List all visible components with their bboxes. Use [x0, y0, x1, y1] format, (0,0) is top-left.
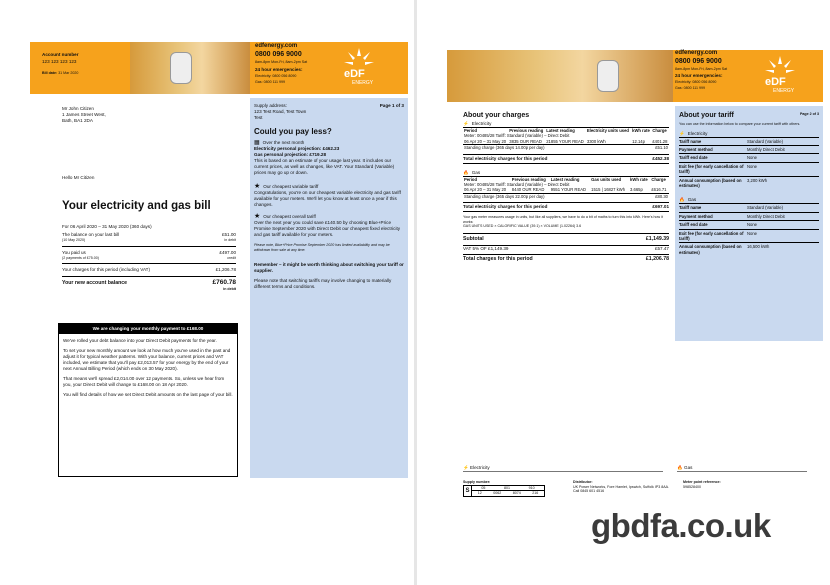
column-header: Latest reading — [550, 176, 580, 182]
brand-website: edfenergy.com — [255, 43, 298, 49]
supply-town: Test — [254, 115, 263, 120]
payment-notice — [58, 323, 238, 477]
tariff-row — [679, 162, 819, 176]
side-content — [254, 103, 404, 290]
tariff-gas-label: Gas — [687, 197, 697, 203]
pay-less-title: Could you pay less? — [254, 127, 332, 136]
customer-address — [62, 106, 106, 124]
flame-icon: 🔥 — [463, 169, 469, 175]
cell: 06 Apr 20 – 31 May 20 — [464, 138, 507, 144]
notice-paragraph: To set your new monthly amount we look at how much you've used in the past and adjust it for typical weather patterns. With your balance, current prices and VAT included, we estimate that you'll pay £2,013.57 for your energy by the end of your next Annual Billing Period (which ends on 30 May 2020). — [63, 348, 231, 371]
cheapest-overall-title: Our cheapest overall tariff — [263, 214, 316, 219]
logo-text: eDF — [765, 76, 786, 88]
footer-gas: Gas — [684, 465, 693, 470]
tariff-key: Tariff end date — [679, 222, 708, 228]
balance-summary — [62, 224, 236, 292]
logo-text: eDF — [344, 68, 365, 80]
supply-digit: 0062 — [493, 491, 502, 496]
gas-formula: GAS UNITS USED × CALORIFIC VALUE (39.1) × VOLUME (1.02264) 3.6 — [463, 224, 582, 229]
cell: 3300 kWh — [586, 138, 606, 144]
footer-electricity: Electricity — [470, 465, 490, 470]
standing-amount: £80.30 — [655, 193, 668, 199]
projection-text: This is based on an estimate of your usage last year. It includes our current prices, as well as changes, like VAT. Your Standard (Variable) prices may go up or down. — [254, 158, 395, 175]
column-header: Previous reading — [511, 176, 546, 182]
projection-electricity: Electricity personal projection: £462.23 — [254, 146, 340, 151]
tariff-key: Tariff end date — [679, 155, 708, 161]
tariff-row — [679, 145, 819, 153]
tariff-key: Annual consumption (based on estimates) — [679, 177, 742, 189]
emergency-gas: Gas: 0800 111 999 — [675, 86, 706, 90]
emergency-label: 24 hour emergencies: — [255, 67, 303, 72]
paid-note: credit — [227, 255, 236, 260]
notice-paragraph: That means we'll spread £2,014.00 over 12 payments. So, unless we hear from you, your Direct Debit will change to £168.00 on 18 Apr 2020. — [63, 376, 225, 387]
standing-charge: Standing charge (365 days 22.00p per day) — [464, 193, 545, 199]
paid-label: You paid us — [62, 249, 86, 255]
table-row — [463, 187, 669, 193]
bill-page-2 — [417, 0, 830, 585]
edf-logo — [761, 54, 799, 96]
cheapest-overall-text: Over the next year you could save £140.50 by choosing Blue+Price Promise September 2020 with Direct Debit our cheapest fixed electricity and gas tariff available for your meters. — [254, 220, 401, 237]
balance-note: in debit — [223, 286, 236, 291]
brand-phone: 0800 096 9000 — [255, 51, 302, 58]
cheapest-variable-text: Congratulations, you're on our cheapest variable electricity and gas tariff available for your meters. We'll let you know at least once a year if this changes. — [254, 190, 401, 207]
supply-digit: 216 — [532, 491, 539, 496]
tariff-row — [679, 212, 819, 220]
address-line: 1 James Street West, — [62, 112, 106, 117]
gas-total-label: Total electricity charges for this period — [463, 204, 548, 210]
charges-amount: £1,206.78 — [215, 267, 236, 273]
meter-info: Meter: 00485/28 Tariff: Standard (Variable) – Direct Debit — [464, 133, 570, 139]
star-icon: ★ — [254, 213, 261, 220]
standing-charge: Standing charge (365 days 14.00p per day) — [464, 145, 545, 151]
bill-page-1 — [0, 0, 414, 585]
cell: 9551 YOUR READ — [550, 187, 587, 193]
cell: £616.71 — [651, 187, 667, 193]
subtotal: £1,149.39 — [645, 236, 669, 243]
column-header: Electricity units used — [586, 128, 629, 133]
cell: 12.14p — [632, 138, 645, 144]
logo-sub: ENERGY — [773, 88, 795, 94]
notice-paragraph: We've rolled your debt balance into your Direct Debit payments for the year. — [63, 338, 217, 343]
tariff-value: 16,500 kWh — [747, 244, 770, 250]
tariff-row — [679, 220, 819, 228]
gas-table — [463, 176, 669, 200]
tariff-key: Payment method — [679, 147, 713, 152]
column-header: kWh rate — [630, 176, 648, 182]
balance-label: Your new account balance — [62, 280, 128, 287]
flame-icon: 🔥 — [677, 465, 683, 470]
edf-logo — [340, 46, 378, 88]
tariff-title: About your tariff — [679, 112, 734, 119]
flame-icon: 🔥 — [679, 197, 685, 203]
charges-title: About your charges — [463, 112, 530, 119]
tariff-key: Annual consumption (based on estimates) — [679, 244, 742, 255]
supply-digit: 910 — [528, 485, 535, 490]
vat: £57.47 — [654, 245, 669, 251]
column-header: Period — [464, 128, 478, 133]
total-label: Total charges for this period — [463, 255, 533, 262]
cheapest-note: Please note, Blue+Price Promise September 2020 has limited availability and may be withdrawn from sale at any time. — [254, 243, 390, 252]
tariff-value: None — [747, 222, 758, 228]
phone-hours: 8am-8pm Mon-Fri, 8am-2pm Sat — [255, 60, 308, 64]
remember-text: Please note that switching tariffs may involve changing to materially different terms and conditions. — [254, 278, 392, 290]
tariff-row — [679, 203, 819, 211]
tariff-row — [679, 242, 819, 256]
electricity-table — [463, 127, 669, 151]
footer — [463, 465, 825, 497]
column-header: Period — [464, 176, 478, 182]
supply-digit: 05 — [481, 485, 486, 490]
supply-digit: 12 — [477, 491, 482, 496]
electricity-label: Electricity — [471, 121, 492, 126]
brand-phone: 0800 096 9000 — [675, 58, 722, 65]
bill-date: 31 Mar 2020 — [58, 71, 79, 75]
star-icon: ★ — [254, 183, 261, 190]
emergency-electricity: Electricity: 0800 056 8090 — [675, 80, 717, 84]
total: £1,206.78 — [645, 255, 669, 262]
remember-title: Remember – it might be worth thinking about switching your tariff or supplier. — [254, 262, 404, 274]
notice-paragraph: You will find details of how we set Direct Debit amounts on the last page of your bill. — [63, 392, 233, 397]
paid-sub: (2 payments of £75.00) — [62, 255, 99, 260]
projection-title: Over the next month — [262, 140, 305, 145]
tariff-row — [679, 176, 819, 190]
balance-amount: £760.78 — [212, 279, 236, 287]
gas-total: £697.01 — [652, 204, 669, 210]
supply-digit: 801 — [503, 485, 510, 490]
supply-s: S — [464, 486, 472, 496]
account-number: 123 123 123 123 — [42, 59, 77, 64]
last-bill-note: in debit — [224, 238, 236, 242]
meter-info: Meter: 00485/28 Tariff: Standard (Variable) – Direct Debit — [464, 182, 570, 188]
column-header: Charge — [652, 128, 667, 133]
lightning-icon: ⚡ — [679, 130, 685, 136]
logo-sub: ENERGY — [352, 80, 374, 86]
phone-hours: 8am-8pm Mon-Fri, 8am-2pm Sat — [675, 67, 728, 71]
notice-title: We are changing your monthly payment to £168.00 — [59, 324, 237, 334]
cell: 06 Apr 20 – 31 May 20 — [464, 187, 507, 193]
column-header: kWh rate — [632, 128, 650, 133]
supply-number-label: Supply number: — [463, 480, 491, 484]
distributor: UK Power Networks, Fore Hamlet, Ipswich, Suffolk IP3 8AA. Call 0845 601 4516 — [573, 484, 670, 494]
emergency-label: 24 hour emergencies: — [675, 73, 723, 78]
tariff-row — [679, 229, 819, 243]
table-row — [463, 139, 669, 145]
subtotal-label: Subtotal — [463, 236, 484, 243]
account-label: Account number — [42, 52, 79, 57]
tariff-value: None — [747, 155, 758, 161]
address-line: Bath, BA1 2DA — [62, 118, 93, 123]
tariff-value: 3,200 kWh — [747, 177, 768, 183]
tariff-row — [679, 137, 819, 145]
electricity-total: £452.38 — [652, 155, 669, 161]
tariff-value: Monthly Direct Debit — [747, 213, 785, 219]
last-bill-date: (10 May 2020) — [62, 238, 86, 242]
cell: 21855 YOUR READ — [546, 138, 584, 144]
tariff-row — [679, 153, 819, 161]
cell: £401.28 — [652, 138, 668, 144]
tariff-key: Exit fee (for early cancellation of tariff) — [679, 163, 744, 175]
brand-website: edfenergy.com — [675, 50, 718, 56]
greeting: Hello Mr Citizen — [62, 175, 95, 180]
cell: 3.665p — [630, 187, 643, 193]
bill-title: Your electricity and gas bill — [62, 200, 211, 212]
distributor-label: Distributor: — [573, 480, 593, 484]
tariff-key: Payment method — [679, 213, 713, 219]
tariff-key: Exit fee (for early cancellation of tariff) — [679, 230, 744, 242]
tariff-gas-table — [679, 203, 819, 256]
last-bill-amount: £51.00 — [221, 232, 236, 237]
watermark-text: gbdfa.co.uk — [591, 507, 771, 544]
watermark — [591, 507, 771, 545]
page-number: Page 2 of 3 — [800, 112, 819, 116]
electricity-total-label: Total electricity charges for this period — [463, 155, 548, 161]
address-line: Mr John Citizen — [62, 106, 94, 111]
page-number: Page 1 of 3 — [379, 103, 404, 108]
supply-address: 123 Test Road, Test Town — [254, 109, 307, 114]
toaster-image — [447, 50, 673, 102]
tariff-value: Standard (Variable) — [747, 138, 784, 144]
last-bill-label: The balance on your last bill — [62, 232, 120, 237]
projection-gas: Gas personal projection: £719.28 — [254, 152, 326, 157]
tariff-section — [679, 112, 819, 256]
gas-note: Your gas meter measures usage in units, but like all suppliers, we have to do a bit of maths to turn this into kWh. Here's how it works: — [463, 215, 663, 224]
column-header: Latest reading — [546, 128, 575, 133]
charges-section — [463, 112, 669, 263]
tariff-electricity-table — [679, 137, 819, 190]
lightning-icon: ⚡ — [463, 465, 469, 470]
tariff-value: None — [747, 163, 758, 169]
standing-amount: £51.10 — [655, 145, 668, 151]
toaster-image — [130, 42, 250, 94]
supply-number-box — [463, 485, 545, 497]
calendar-icon: ▦ — [254, 140, 260, 146]
gas-label: Gas — [471, 169, 481, 175]
column-header: Gas units used — [591, 176, 622, 182]
billing-period: For 06 April 2020 – 31 May 2020 (360 days) — [62, 224, 152, 229]
charges-label: Your charges for this period (including VAT) — [62, 267, 151, 273]
tariff-value: Standard (Variable) — [747, 205, 784, 211]
column-header: Charge — [651, 176, 666, 182]
tariff-intro: You can use the information below to compare your current tariff with others. — [679, 122, 801, 126]
tariff-key: Tariff name — [679, 138, 702, 144]
paid-amount: £497.00 — [219, 249, 236, 255]
emergency-electricity: Electricity: 0800 056 8090 — [255, 74, 297, 78]
vat-label: VAT 5% OF £1,149.39 — [463, 245, 509, 251]
column-header: Previous reading — [509, 128, 544, 133]
cell: 8440 OUR READ — [511, 187, 545, 193]
supply-digit: 8074 — [512, 491, 521, 496]
meter-ref: 598528400 — [683, 484, 701, 489]
tariff-value: Monthly Direct Debit — [747, 147, 785, 152]
emergency-gas: Gas: 0800 111 999 — [255, 80, 286, 84]
tariff-key: Tariff name — [679, 205, 702, 211]
tariff-electricity-label: Electricity — [687, 130, 708, 136]
tariff-value: None — [747, 230, 758, 236]
cell: 1515 | 16827 kWh — [591, 187, 626, 193]
supply-label: Supply address: — [254, 103, 287, 108]
cheapest-variable-title: Our cheapest variable tariff — [263, 184, 319, 189]
meter-ref-label: Meter point reference: — [683, 480, 721, 484]
bill-date-label: Bill date: — [42, 71, 58, 75]
cell: 3835 OUR READ — [509, 138, 542, 144]
lightning-icon: ⚡ — [463, 121, 469, 126]
